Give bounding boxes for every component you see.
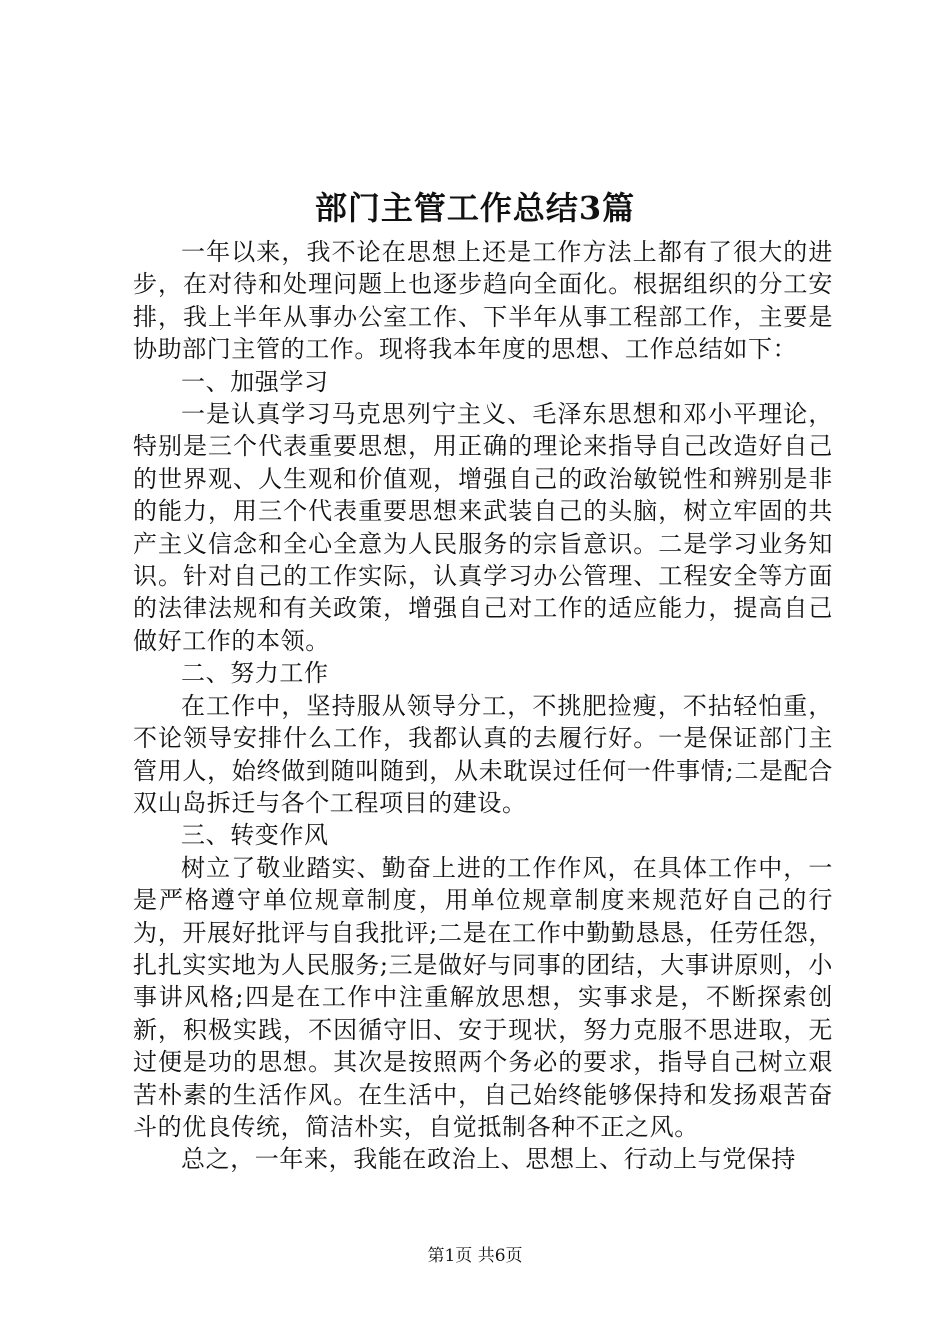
document-body	[133, 236, 833, 1176]
document-title: 部门主管工作总结3篇	[314, 189, 636, 227]
paragraph-study: 一是认真学习马克思列宁主义、毛泽东思想和邓小平理论，特别是三个代表重要思想，用正确的理论来指导自己改造好自己的世界观、人生观和价值观，增强自己的政治敏锐性和辨别是非的能力，用三个代表重要思想来武装自己的头脑，树立牢固的共产主义信念和全心全意为人民服务的宗旨意识。二是学习业务知识。针对自己的工作实际，认真学习办公管理、工程安全等方面的法律法规和有关政策，增强自己对工作的适应能力，提高自己做好工作的本领。	[133, 400, 833, 655]
paragraph-intro: 一年以来，我不论在思想上还是工作方法上都有了很大的进步，在对待和处理问题上也逐步趋向全面化。根据组织的分工安排，我上半年从事办公室工作、下半年从事工程部工作，主要是协助部门主管的工作。现将我本年度的思想、工作总结如下：	[133, 238, 833, 364]
section-heading-study: 一、加强学习	[181, 367, 329, 396]
paragraph-work: 在工作中，坚持服从领导分工，不挑肥捡瘦，不拈轻怕重，不论领导安排什么工作，我都认真的去履行好。一是保证部门主管用人，始终做到随叫随到，从未耽误过任何一件事情;二是配合双山岛拆迁与各个工程项目的建设。	[133, 691, 833, 817]
page-number-footer: 第1页 共6页	[427, 1246, 523, 1266]
section-heading-work: 二、努力工作	[181, 659, 329, 688]
section-heading-style: 三、转变作风	[181, 821, 329, 850]
paragraph-style: 树立了敬业踏实、勤奋上进的工作作风，在具体工作中，一是严格遵守单位规章制度，用单位规章制度来规范好自己的行为，开展好批评与自我批评;二是在工作中勤勤恳恳，任劳任怨，扎扎实实地为人民服务;三是做好与同事的团结，大事讲原则，小事讲风格;四是在工作中注重解放思想，实事求是，不断探索创新，积极实践，不因循守旧、安于现状，努力克服不思进取，无过便是功的思想。其次是按照两个务必的要求，指导自己树立艰苦朴素的生活作风。在生活中，自己始终能够保持和发扬艰苦奋斗的优良传统，简洁朴实，自觉抵制各种不正之风。	[133, 853, 833, 1141]
paragraph-summary: 总之，一年来，我能在政治上、思想上、行动上与党保持	[181, 1145, 796, 1174]
